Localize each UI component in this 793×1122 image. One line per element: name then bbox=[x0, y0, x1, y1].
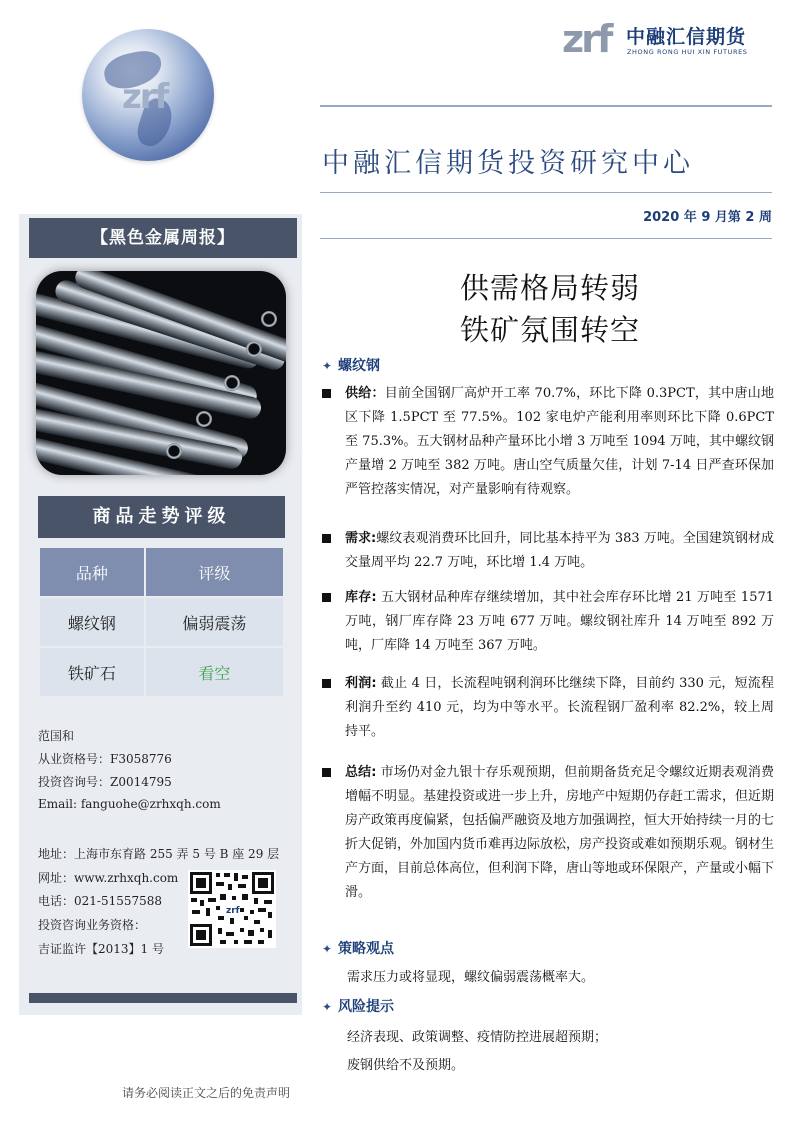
risk-text-line2: 废钢供给不及预期。 bbox=[347, 1058, 465, 1073]
analyst-name: 范国和 bbox=[38, 729, 75, 743]
square-bullet-icon bbox=[322, 593, 331, 602]
disclaimer-notice: 请务必阅读正文之后的免责声明 bbox=[122, 1086, 291, 1100]
analyst-consult-number: 投资咨询号：Z0014795 bbox=[38, 775, 172, 789]
globe-logo-text: zrf bbox=[122, 77, 168, 117]
qr-code-icon bbox=[188, 870, 276, 948]
rating-cell: 看空 bbox=[146, 648, 283, 696]
svg-text:zrf: zrf bbox=[226, 906, 240, 916]
header-divider bbox=[320, 192, 772, 193]
header-divider bbox=[320, 105, 772, 107]
report-date: 2020 年 9 月第 2 周 bbox=[643, 210, 772, 225]
brand-name-en: ZHONG RONG HUI XIN FUTURES bbox=[627, 48, 748, 56]
risk-text-line1: 经济表现、政策调整、疫情防控进展超预期； bbox=[347, 1030, 608, 1045]
analyst-email: Email: fanguohe@zrhxqh.com bbox=[38, 797, 221, 811]
product-cell: 螺纹钢 bbox=[40, 598, 144, 646]
company-qualification: 投资咨询业务资格： bbox=[38, 918, 147, 932]
paragraph-profit: 利润: 截止 4 日，长流程吨钢利润环比继续下降，目前约 330 元，短流程利润升至约 410 元，均为中等水平。长流程钢厂盈利率 82.2%，较上周持平。 bbox=[322, 672, 774, 744]
rating-table-header bbox=[40, 548, 283, 596]
product-cell: 铁矿石 bbox=[40, 648, 144, 696]
paragraph-demand: 需求:螺纹表观消费环比回升，同比基本持平为 383 万吨。全国建筑钢材成交量周平均 22.7 万吨，环比增 1.4 万吨。 bbox=[322, 527, 774, 575]
sidebar-footer-bar bbox=[29, 993, 297, 1003]
section-heading-risk: ✦ 风险提示 bbox=[322, 999, 394, 1015]
table-header-cell: 品种 bbox=[40, 548, 144, 596]
analyst-license: 从业资格号：F3058776 bbox=[38, 752, 172, 766]
report-type-banner: 【黑色金属周报】 bbox=[29, 218, 297, 258]
date-divider bbox=[320, 238, 772, 239]
company-phone: 电话：021-51557588 bbox=[38, 894, 163, 908]
brand-logo bbox=[560, 18, 780, 64]
table-row bbox=[40, 598, 283, 646]
brand-logo-mark: zrf bbox=[562, 17, 611, 61]
report-title-line2: 铁矿氛围转空 bbox=[459, 313, 640, 347]
report-title-line1: 供需格局转弱 bbox=[459, 271, 640, 305]
globe-logo-icon bbox=[82, 29, 214, 161]
square-bullet-icon bbox=[322, 389, 331, 398]
square-bullet-icon bbox=[322, 768, 331, 777]
rating-title: 商品走势评级 bbox=[38, 496, 285, 538]
paragraph-supply: 供给：目前全国钢厂高炉开工率 70.7%，环比下降 0.3PCT，其中唐山地区下降 1.5PCT 至 77.5%。102 家电炉产能利用率则环比下降 0.6PCT 至 75.3%。五大钢材品种产量环比小增 3 万吨至 1094 万吨，其中螺纹钢产量增 2 万吨至 382 万吨。唐山空气质量欠佳，计划 7-14 日严查环保加严管控落实情况，对产量影响有待观察。 bbox=[322, 382, 774, 502]
square-bullet-icon bbox=[322, 679, 331, 688]
paragraph-inventory: 库存: 五大钢材品种库存继续增加，其中社会库存环比增 21 万吨至 1571 万吨，钢厂库存降 23 万吨 677 万吨。螺纹钢社库升 14 万吨至 892 万吨，厂库降 14 万吨至 367 万吨。 bbox=[322, 586, 774, 658]
company-website: 网址：www.zrhxqh.com bbox=[38, 871, 179, 885]
steel-pipes-image bbox=[36, 271, 286, 475]
square-bullet-icon bbox=[322, 534, 331, 543]
diamond-arrow-icon: ✦ bbox=[322, 942, 333, 956]
company-permit: 吉证监许【2013】1 号 bbox=[38, 942, 164, 956]
diamond-arrow-icon: ✦ bbox=[322, 359, 333, 373]
rating-cell: 偏弱震荡 bbox=[146, 598, 283, 646]
diamond-arrow-icon: ✦ bbox=[322, 1000, 333, 1014]
strategy-text: 需求压力或将显现，螺纹偏弱震荡概率大。 bbox=[347, 970, 595, 985]
research-center-name: 中融汇信期货投资研究中心 bbox=[322, 148, 694, 179]
paragraph-summary: 总结: 市场仍对金九银十存乐观预期，但前期备货充足令螺纹近期表观消费增幅不明显。基建投资或进一步上升，房地产中短期仍存赶工需求，但近期房产政策再度偏紧，包括偏严融资及地方加强调控，恒大开始持续一月的七折大促销，外加国内货币难再边际放松，房产投资或难如预期乐观。钢材生产方面，目前总体高位，但利润下降，唐山等地或环保限产，产量或小幅下滑。 bbox=[322, 761, 774, 905]
brand-name-cn: 中融汇信期货 bbox=[626, 26, 747, 48]
section-heading-strategy: ✦ 策略观点 bbox=[322, 941, 394, 957]
table-row bbox=[40, 648, 283, 696]
rating-table bbox=[38, 546, 285, 698]
company-address: 地址：上海市东育路 255 弄 5 号 B 座 29 层 bbox=[38, 847, 280, 861]
table-header-cell: 评级 bbox=[146, 548, 283, 596]
section-heading-rebar: ✦ 螺纹钢 bbox=[322, 358, 380, 374]
